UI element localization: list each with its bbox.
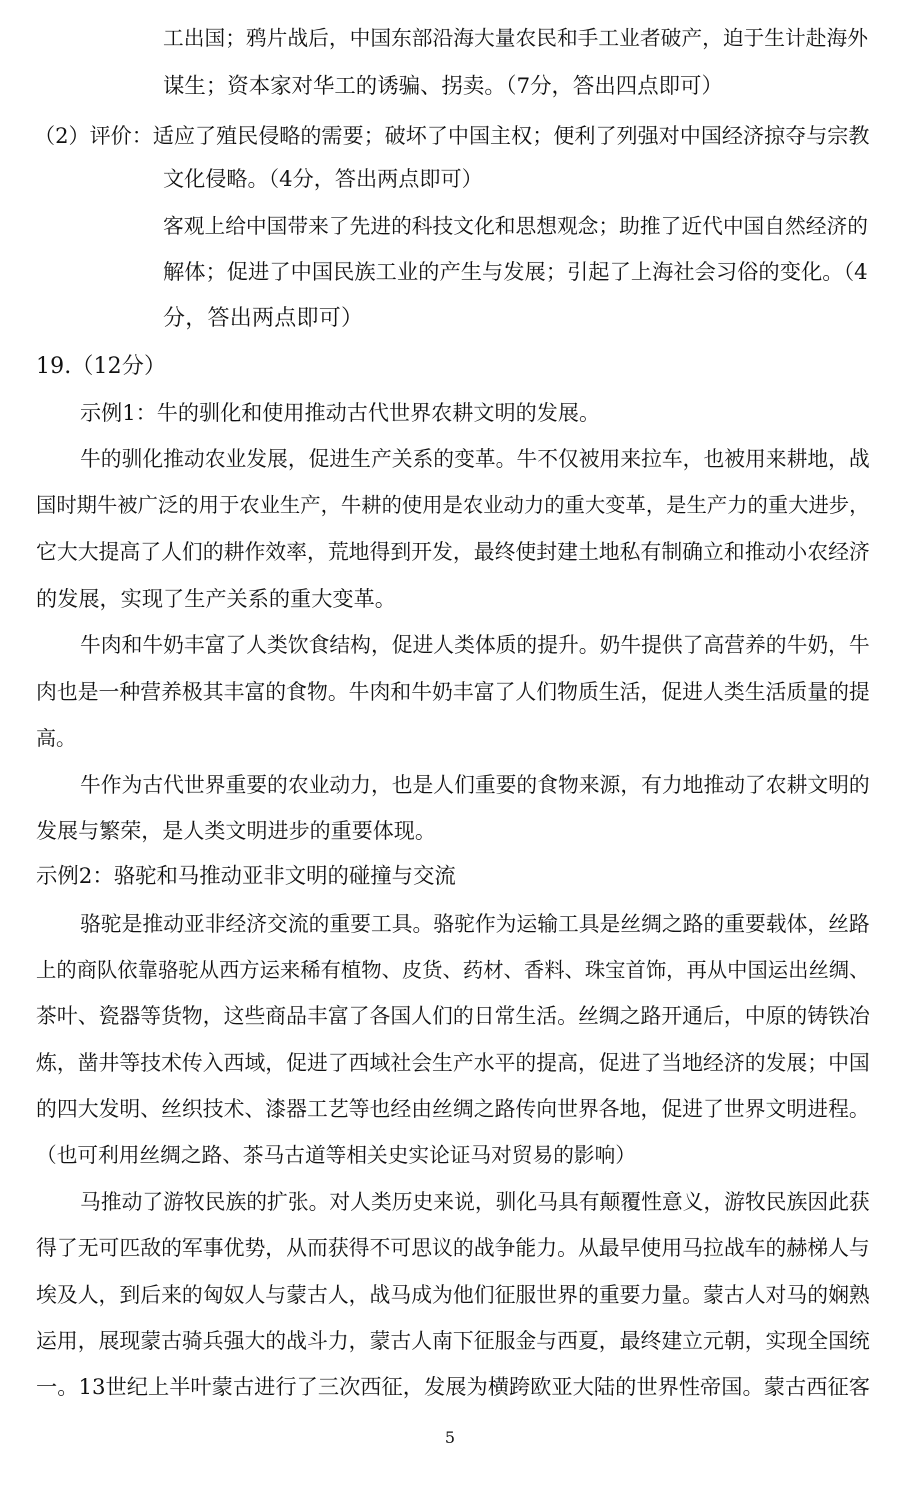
example-heading: 示例2：骆驼和马推动亚非文明的碰撞与交流	[36, 864, 456, 889]
text-line: 得了无可匹敌的军事优势，从而获得不可思议的战争能力。从最早使用马拉战车的赫梯人与	[36, 1236, 870, 1260]
text-line: 发展与繁荣，是人类文明进步的重要体现。	[36, 818, 436, 843]
text-line: 客观上给中国带来了先进的科技文化和思想观念；助推了近代中国自然经济的	[163, 214, 868, 238]
text-line: 牛作为古代世界重要的农业动力，也是人们重要的食物来源，有力地推动了农耕文明的	[80, 773, 870, 797]
text-line: 肉也是一种营养极其丰富的食物。牛肉和牛奶丰富了人们物质生活，促进人类生活质量的提	[36, 680, 870, 704]
example-heading: 示例1：牛的驯化和使用推动古代世界农耕文明的发展。	[80, 400, 600, 425]
text-line: 运用，展现蒙古骑兵强大的战斗力，蒙古人南下征服金与西夏，最终建立元朝，实现全国统	[36, 1329, 870, 1353]
question-number: 19.（12分）	[36, 354, 166, 379]
text-line: 的四大发明、丝织技术、漆器工艺等也经由丝绸之路传向世界各地，促进了世界文明进程。	[36, 1097, 870, 1121]
text-line: 骆驼是推动亚非经济交流的重要工具。骆驼作为运输工具是丝绸之路的重要载体，丝路	[80, 912, 870, 936]
text-line: 牛的驯化推动农业发展，促进生产关系的变革。牛不仅被用来拉车，也被用来耕地，战	[80, 447, 870, 471]
text-line: 茶叶、瓷器等货物，这些商品丰富了各国人们的日常生活。丝绸之路开通后，中原的铸铁冶	[36, 1004, 870, 1028]
text-line: 国时期牛被广泛的用于农业生产，牛耕的使用是农业动力的重大变革，是生产力的重大进步，	[36, 493, 870, 517]
text-line: 的发展，实现了生产关系的重大变革。	[36, 586, 396, 611]
page-number: 5	[444, 1428, 456, 1447]
text-line: 文化侵略。（4分，答出两点即可）	[163, 166, 483, 191]
text-line: 谋生；资本家对华工的诱骗、拐卖。（7分，答出四点即可）	[163, 74, 723, 99]
text-line: 上的商队依靠骆驼从西方运来稀有植物、皮货、药材、香料、珠宝首饰，再从中国运出丝绸、	[36, 958, 870, 982]
text-line: 解体；促进了中国民族工业的产生与发展；引起了上海社会习俗的变化。（4	[163, 260, 868, 285]
text-line: （也可利用丝绸之路、茶马古道等相关史实论证马对贸易的影响）	[36, 1143, 636, 1167]
text-line: 它大大提高了人们的耕作效率，荒地得到开发，最终使封建土地私有制确立和推动小农经济	[36, 540, 870, 564]
text-line: 工出国；鸦片战后，中国东部沿海大量农民和手工业者破产，迫于生计赴海外	[163, 26, 868, 50]
text-line: 高。	[36, 726, 76, 750]
text-line: 分，答出两点即可）	[163, 306, 363, 331]
text-line: （2）评价：适应了殖民侵略的需要；破坏了中国主权；便利了列强对中国经济掠夺与宗教	[34, 123, 870, 148]
text-line: 炼，凿井等技术传入西域，促进了西域社会生产水平的提高，促进了当地经济的发展；中国	[36, 1051, 870, 1075]
text-line: 牛肉和牛奶丰富了人类饮食结构，促进人类体质的提升。奶牛提供了高营养的牛奶，牛	[80, 633, 870, 657]
text-line: 一。13世纪上半叶蒙古进行了三次西征，发展为横跨欧亚大陆的世界性帝国。蒙古西征客	[36, 1375, 870, 1400]
text-line: 马推动了游牧民族的扩张。对人类历史来说，驯化马具有颠覆性意义，游牧民族因此获	[80, 1190, 870, 1214]
text-line: 埃及人，到后来的匈奴人与蒙古人，战马成为他们征服世界的重要力量。蒙古人对马的娴熟	[36, 1283, 870, 1307]
